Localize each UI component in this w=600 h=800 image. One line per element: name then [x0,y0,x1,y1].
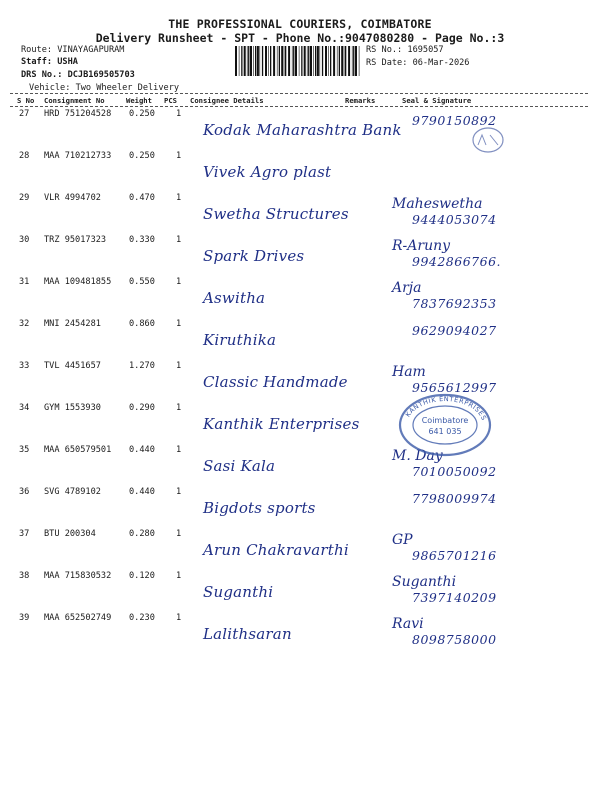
table-row [0,445,600,486]
row-sno: 36 [19,487,30,497]
row-sno: 33 [19,361,30,371]
signature-phone: 9942866766. [412,254,502,269]
row-pcs: 1 [176,487,182,497]
col-seal-signature: Seal & Signature [402,96,472,105]
row-consignee-name: Sasi Kala [203,457,276,475]
col-consignee-details: Consignee Details [190,96,264,105]
row-consignment-no: MAA 652502749 [44,613,112,623]
col-consignment: Consignment No [44,96,105,105]
row-consignee-name: Swetha Structures [203,205,349,223]
row-signature [392,575,497,605]
table-row [0,529,600,570]
vehicle-label: Vehicle: Two Wheeler Delivery [29,83,180,93]
table-row [0,235,600,276]
drs-number: DRS No.: DCJB169505703 [21,70,135,80]
table-row [0,319,600,360]
row-signature [392,491,497,506]
row-weight: 0.250 [129,151,155,161]
row-sno: 37 [19,529,30,539]
row-signature [392,239,501,269]
row-consignment-no: TVL 4451657 [44,361,101,371]
signature-name: Arja [392,280,422,296]
row-pcs: 1 [176,613,182,623]
row-consignee-name: Bigdots sports [203,499,316,517]
signature-phone: 7837692353 [412,296,497,311]
row-weight: 0.120 [129,571,155,581]
row-consignment-no: TRZ 95017323 [44,235,107,245]
signature-name: Suganthi [392,574,457,590]
row-signature [392,533,497,563]
row-consignment-no: GYM 1553930 [44,403,101,413]
signature-phone: 8098758000 [412,632,497,647]
row-signature [392,197,497,227]
signature-phone: 9444053074 [412,212,497,227]
row-pcs: 1 [176,109,182,119]
row-consignment-no: SVG 4789102 [44,487,101,497]
table-row [0,277,600,318]
row-weight: 0.330 [129,235,155,245]
row-consignee-name: Kanthik Enterprises [203,415,360,433]
row-consignment-no: MAA 710212733 [44,151,112,161]
row-consignee-name: Kodak Maharashtra Bank [203,121,402,139]
row-consignee-name: Lalithsaran [203,625,292,643]
table-row [0,151,600,192]
row-consignee-name: Kiruthika [203,331,277,349]
row-signature [392,365,497,395]
row-signature [392,281,497,311]
row-sno: 30 [19,235,30,245]
row-weight: 0.230 [129,613,155,623]
row-consignee-name: Spark Drives [203,247,305,265]
signature-phone: 9790150892 [412,113,497,128]
table-row [0,613,600,654]
staff-label: Staff: USHA [21,57,78,67]
page-title: THE PROFESSIONAL COURIERS, COIMBATORE [168,17,432,31]
row-consignment-no: BTU 200304 [44,529,96,539]
col-sno: S No [17,96,35,105]
row-weight: 1.270 [129,361,155,371]
row-consignee-name: Aswitha [203,289,266,307]
col-pcs: PCS [164,96,177,105]
signature-name: Maheswetha [392,196,483,212]
row-consignee-name: Classic Handmade [203,373,348,391]
signature-phone: 9629094027 [412,323,497,338]
route-label: Route: VINAYAGAPURAM [21,45,125,55]
row-consignee-name: Vivek Agro plast [203,163,332,181]
row-pcs: 1 [176,361,182,371]
signature-phone: 7010050092 [412,464,497,479]
row-sno: 28 [19,151,30,161]
signature-phone: 9565612997 [412,380,497,395]
col-weight: Weight [126,96,152,105]
row-consignment-no: MAA 650579501 [44,445,112,455]
row-sno: 31 [19,277,30,287]
row-pcs: 1 [176,529,182,539]
row-signature [392,323,497,338]
rs-number: RS No.: 1695057 [366,45,444,55]
stamp-arc-text: KANTHIK ENTERPRISES [403,394,489,422]
signature-phone: 7798009974 [412,491,497,506]
table-row [0,403,600,444]
rs-date: RS Date: 06-Mar-2026 [366,58,470,68]
stamp-city: Coimbatore [421,416,469,425]
row-consignment-no: MAA 715830532 [44,571,112,581]
header-rule-top [10,93,588,94]
row-sno: 34 [19,403,30,413]
signature-phone: 7397140209 [412,590,497,605]
signature-phone: 9865701216 [412,548,497,563]
row-weight: 0.860 [129,319,155,329]
row-weight: 0.250 [129,109,155,119]
row-consignee-name: Suganthi [203,583,274,601]
signature-name: R-Aruny [392,238,451,254]
stamp-pin: 641 035 [428,427,462,436]
barcode-image [234,46,362,76]
row-sno: 29 [19,193,30,203]
row-weight: 0.440 [129,487,155,497]
row-pcs: 1 [176,445,182,455]
row-sno: 39 [19,613,30,623]
table-row [0,193,600,234]
row-sno: 32 [19,319,30,329]
page-subtitle: Delivery Runsheet - SPT - Phone No.:9047080280 - Page No.:3 [95,31,505,45]
row-pcs: 1 [176,151,182,161]
signature-name: Ravi [392,616,424,632]
row-weight: 0.550 [129,277,155,287]
col-remarks: Remarks [345,96,376,105]
row-consignment-no: VLR 4994702 [44,193,101,203]
signature-name: Ham [392,364,426,380]
row-consignment-no: MNI 2454281 [44,319,101,329]
row-weight: 0.280 [129,529,155,539]
row-pcs: 1 [176,319,182,329]
row-sno: 27 [19,109,30,119]
table-row [0,487,600,528]
header-rule-bottom [10,106,588,107]
table-row [0,571,600,612]
row-pcs: 1 [176,403,182,413]
row-consignment-no: MAA 109481855 [44,277,112,287]
signature-name: M. Day [392,448,443,464]
row-signature [392,617,497,647]
row-pcs: 1 [176,277,182,287]
signature-name: GP [392,532,413,548]
small-stamp-mark [470,125,506,155]
table-row [0,109,600,150]
row-weight: 0.440 [129,445,155,455]
row-pcs: 1 [176,235,182,245]
row-sno: 38 [19,571,30,581]
row-consignment-no: HRD 751204528 [44,109,112,119]
row-pcs: 1 [176,193,182,203]
row-consignee-name: Arun Chakravarthi [203,541,349,559]
row-pcs: 1 [176,571,182,581]
row-weight: 0.290 [129,403,155,413]
row-sno: 35 [19,445,30,455]
row-weight: 0.470 [129,193,155,203]
table-row [0,361,600,402]
company-seal-stamp [397,393,493,457]
